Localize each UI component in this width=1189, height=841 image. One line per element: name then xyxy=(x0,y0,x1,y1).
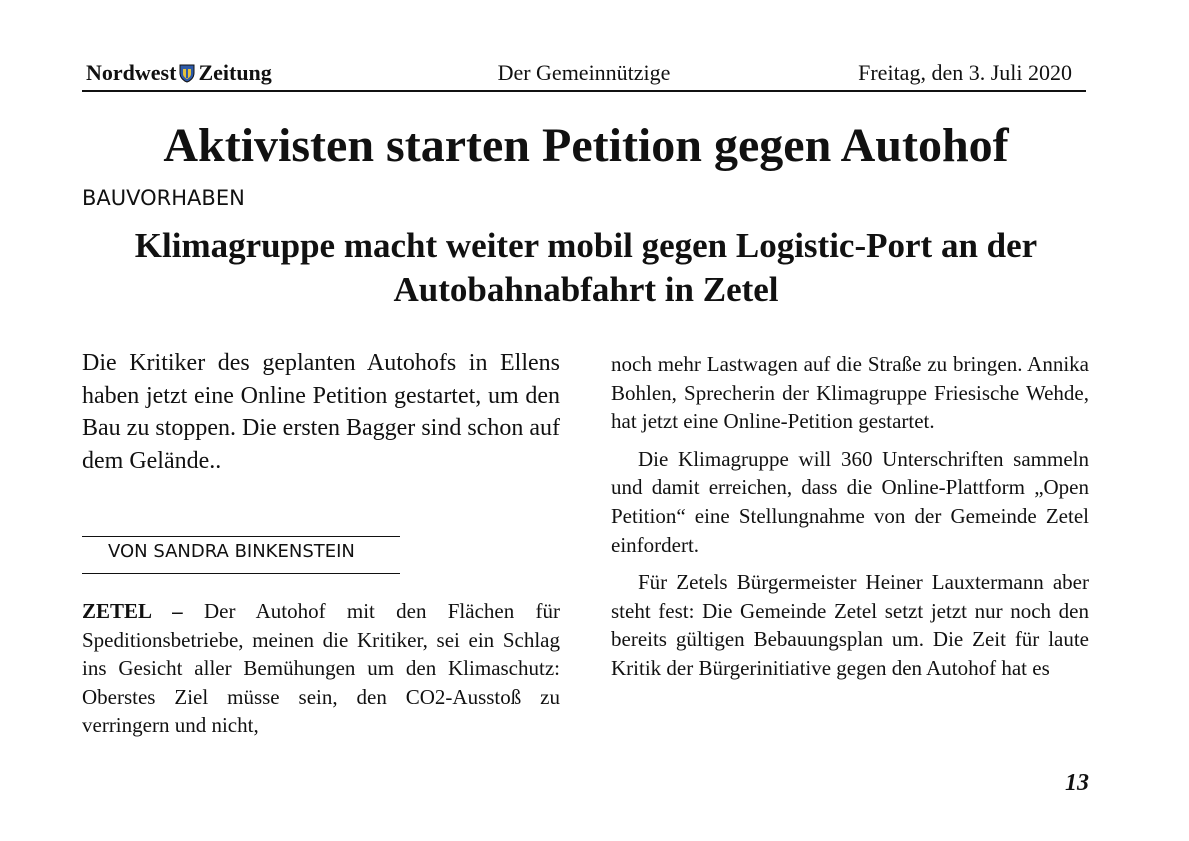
masthead-right: Zeitung xyxy=(198,60,272,85)
byline: VON SANDRA BINKENSTEIN xyxy=(108,541,355,562)
subheadline: Klimagruppe macht weiter mobil gegen Logistic-Port an der Autobahnabfahrt in Zetel xyxy=(134,226,1038,309)
issue-date: Freitag, den 3. Juli 2020 xyxy=(858,60,1072,85)
masthead-left: Nordwest xyxy=(86,60,177,85)
kicker: BAUVORHABEN xyxy=(82,186,245,210)
body-paragraph xyxy=(82,597,560,740)
section-name: Der Gemeinnützige xyxy=(497,60,671,85)
body-column-right xyxy=(611,350,1089,683)
headline: Aktivisten starten Petition gegen Autohof xyxy=(163,119,1009,172)
byline-rule-top xyxy=(82,536,400,537)
page-number: 13 xyxy=(1065,770,1089,796)
body-paragraph: Die Klimagruppe will 360 Unterschriften sammeln und damit erreichen, dass die Online-Plattform „Open Petition“ eine Stellungnahme von der Gemeinde Zetel einfordert. xyxy=(611,446,1089,557)
page-header xyxy=(82,58,1086,92)
lead-paragraph: Die Kritiker des geplanten Autohofs in Ellens haben jetzt eine Online Petition gestartet, um den Bau zu stoppen. Die ersten Bagger sind schon auf dem Gelände.. xyxy=(82,350,560,474)
body-column-left xyxy=(82,597,560,740)
body-paragraph: Für Zetels Bürgermeister Heiner Lauxtermann aber steht fest: Die Gemeinde Zetel setzt jetzt nur noch den bereits gültigen Bebauungsplan um. Die Zeit für laute Kritik der Bürgerinitiative gegen den Autohof hat es xyxy=(611,570,1089,680)
byline-rule-bottom xyxy=(82,573,400,574)
body-text: Der Autohof mit den Flächen für Speditionsbetriebe, meinen die Kritiker, sei ein Schlag ins Gesicht aller Bemühungen um den Klimaschutz: Oberstes Ziel müsse sein, den CO2-Ausstoß zu verringern und nicht, xyxy=(82,599,560,738)
dateline: ZETEL – xyxy=(82,599,183,623)
body-paragraph: noch mehr Lastwagen auf die Straße zu bringen. Annika Bohlen, Sprecherin der Klimagruppe Friesische Wehde, hat jetzt eine Online-Petition gestartet. xyxy=(611,352,1089,434)
